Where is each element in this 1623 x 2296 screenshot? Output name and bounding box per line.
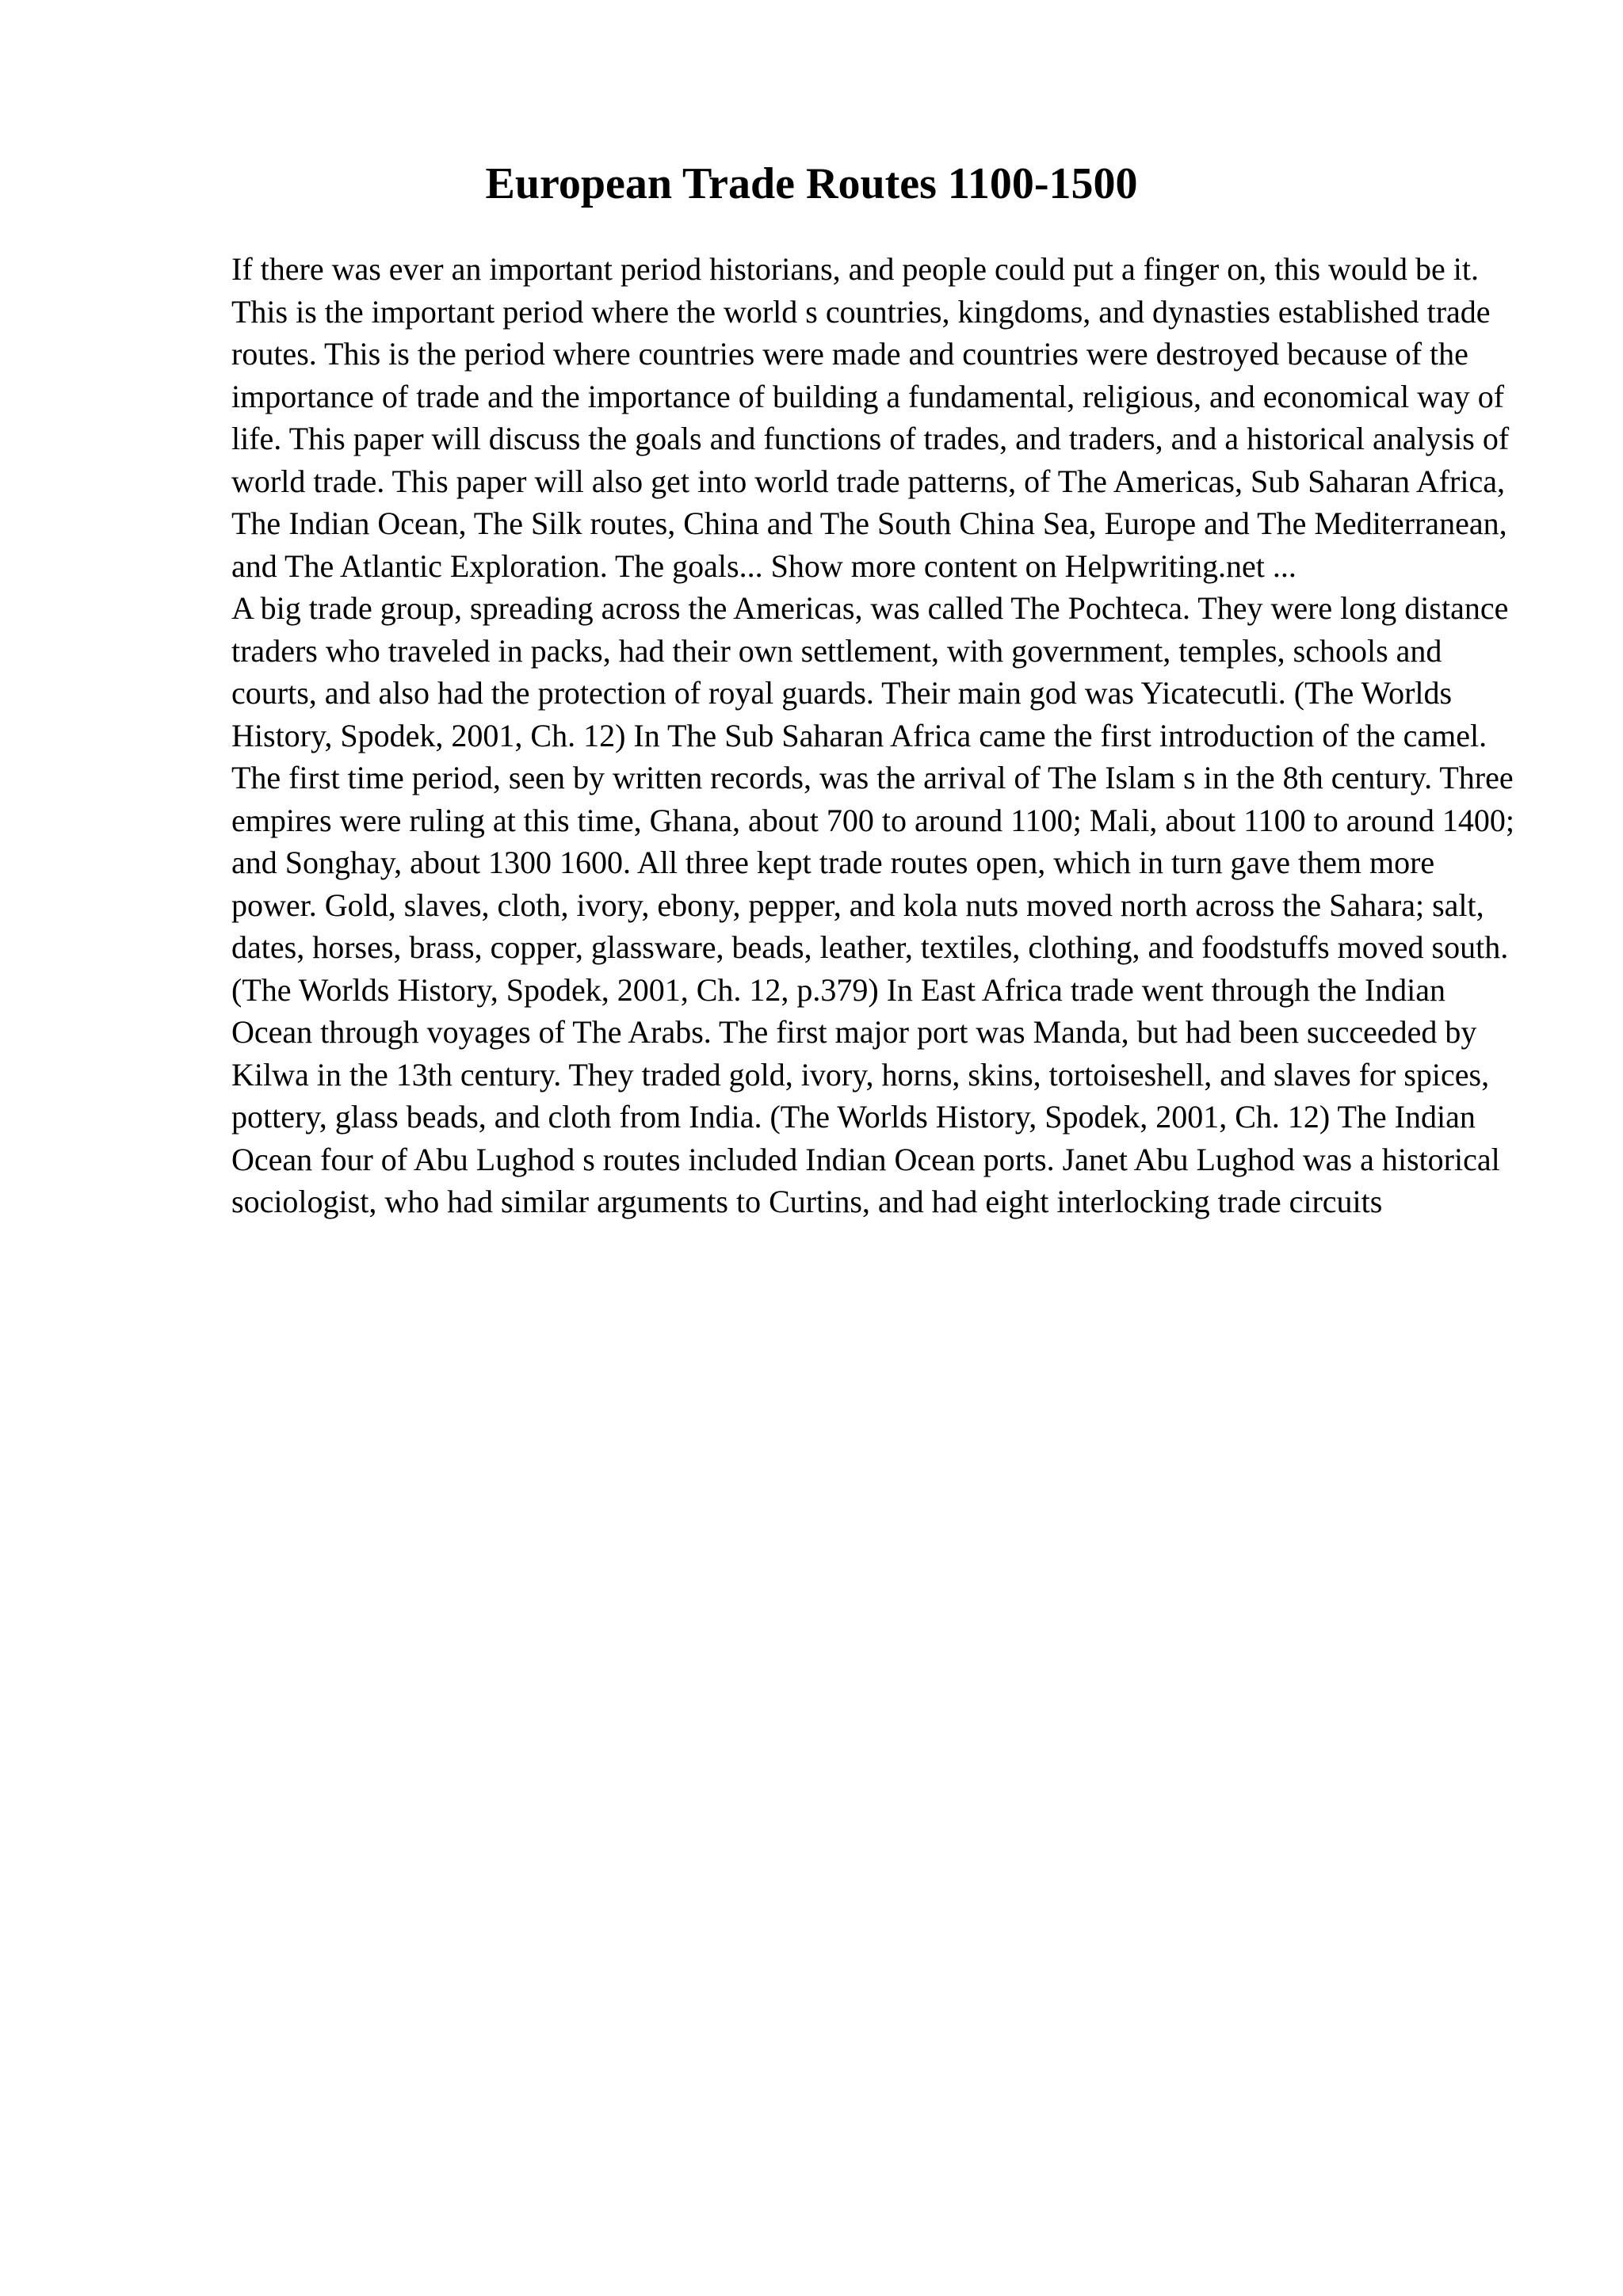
paragraph-intro: If there was ever an important period historians, and people could put a finger on, this would be it. This is the important period where the world s countries, kingdoms, and dynasties established trade routes. This is the period where countries were made and countries were destroyed because of the importance of trade and the importance of building a fundamental, religious, and economical way of life. This paper will discuss the goals and functions of trades, and traders, and a historical analysis of world trade. This paper will also get into world trade patterns, of The Americas, Sub Saharan Africa, The Indian Ocean, The Silk routes, China and The South China Sea, Europe and The Mediterranean, and The Atlantic Exploration. The goals... Show more content on Helpwriting.net ... bbox=[231, 251, 1510, 584]
document-title: European Trade Routes 1100-1500 bbox=[485, 159, 1138, 208]
paragraph-trade-patterns: A big trade group, spreading across the Americas, was called The Pochteca. They were long distance traders who traveled in packs, had their own settlement, with government, temples, schools and courts, and also had the protection of royal guards. Their main god was Yicatecutli. (The Worlds History, Spodek, 2001, Ch. 12) In The Sub Saharan Africa came the first introduction of the camel. The first time period, seen by written records, was the arrival of The Islam s in the 8th century. Three empires were ruling at this time, Ghana, about 700 to around 1100; Mali, about 1100 to around 1400; and Songhay, about 1300 1600. All three kept trade routes open, which in turn gave them more power. Gold, slaves, cloth, ivory, ebony, pepper, and kola nuts moved north across the Sahara; salt, dates, horses, brass, copper, glassware, beads, leather, textiles, clothing, and foodstuffs moved south. (The Worlds History, Spodek, 2001, Ch. 12, p.379) In East Africa trade went through the Indian Ocean through voyages of The Arabs. The first major port was Manda, but had been succeeded by Kilwa in the 13th century. They traded gold, ivory, horns, skins, tortoiseshell, and slaves for spices, pottery, glass beads, and cloth from India. (The Worlds History, Spodek, 2001, Ch. 12) The Indian Ocean four of Abu Lughod s routes included Indian Ocean ports. Janet Abu Lughod was a historical sociologist, who had similar arguments to Curtins, and had eight interlocking trade circuits bbox=[231, 590, 1514, 1219]
document-body bbox=[231, 248, 1515, 1223]
